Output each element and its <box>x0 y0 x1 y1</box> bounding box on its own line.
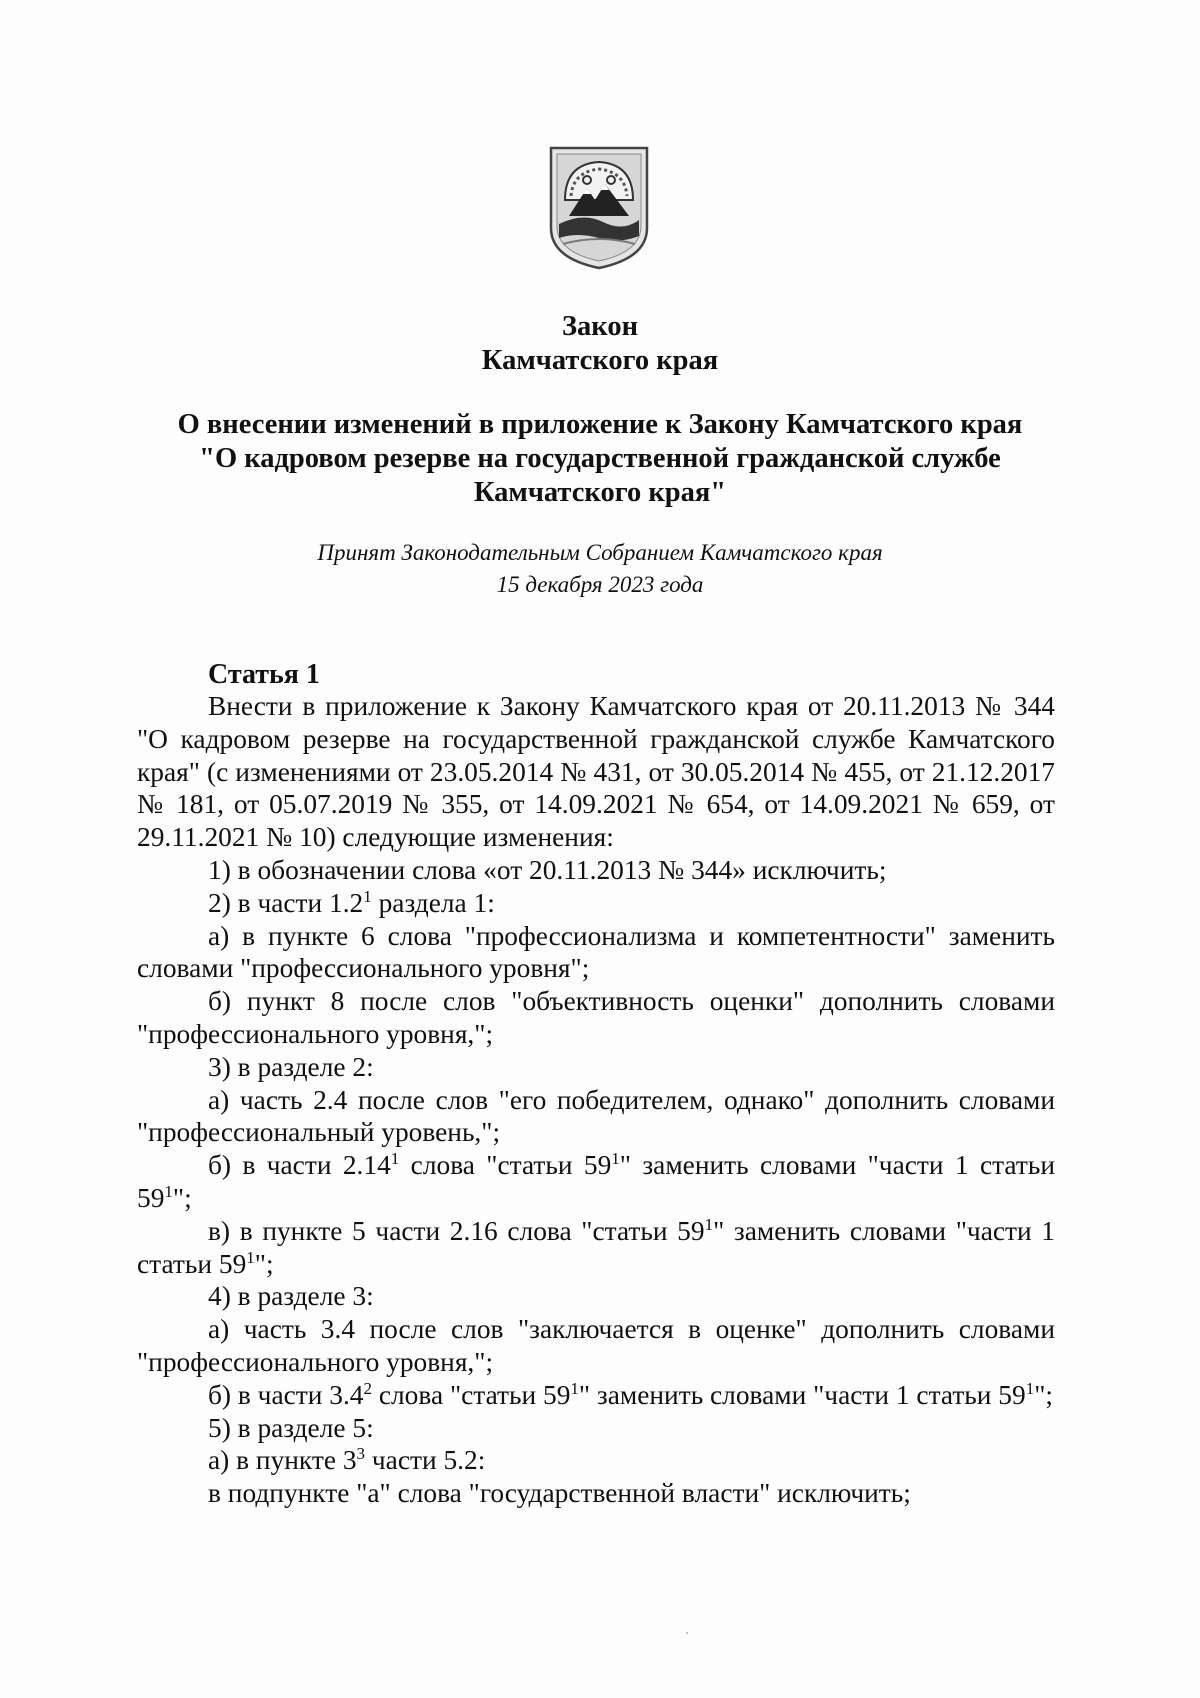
amendment-item-5a-subitem: в подпункте "а" слова "государственной власти" исключить; <box>208 1478 911 1509</box>
law-title <box>0 310 1200 378</box>
adoption-note-line-1: Принят Законодательным Собранием Камчатского края <box>317 540 883 565</box>
kamchatka-coat-of-arms-icon <box>543 140 655 272</box>
amendment-item-1: 1) в обозначении слова «от 20.11.2013 № 344» исключить; <box>208 854 887 885</box>
amendment-item-5: 5) в разделе 5: <box>208 1412 374 1443</box>
amendment-item-2a: а) в пункте 6 слова "профессионализма и компетентности" заменить словами "профессионального уровня"; <box>137 920 1055 984</box>
adoption-note <box>0 537 1200 601</box>
law-subject-line-2: "О кадровом резерве на государственной гражданской службе <box>199 443 1001 474</box>
law-subject-line-1: О внесении изменений в приложение к Закону Камчатского края <box>177 409 1023 440</box>
amendment-item-4: 4) в разделе 3: <box>208 1281 374 1312</box>
law-subject-line-3: Камчатского края" <box>473 477 727 508</box>
amendment-item-3c: в) в пункте 5 части 2.16 слова "статьи $59^1$" заменить словами "части 1 статьи $59^1$"; <box>137 1214 1055 1279</box>
amendment-item-4b: б) в части $3.4^2$ слова "статьи $59^1$" заменить словами "части 1 статьи $59^1$"; <box>208 1378 1053 1410</box>
article-intro: Внести в приложение к Закону Камчатского края от 20.11.2013 № 344 "О кадровом резерве на государственной гражданской службе Камчатского края" (с изменениями от 23.05.2014 № 431, от 30.05.2014 № 455, от 21.12.2017 № 181, от 05.07.2019 № 355, от 14.09.2021 № 654, от 14.09.2021 № 659, от 29.11.2021 № 10) следующие изменения: <box>137 691 1055 853</box>
law-subject <box>0 408 1200 510</box>
amendment-item-2: 2) в части $1.2^1$ раздела 1: <box>208 886 495 918</box>
amendment-item-2b: б) пункт 8 после слов "объективность оценки" дополнить словами "профессионального уровня,"; <box>137 986 1055 1049</box>
amendment-item-4a: а) часть 3.4 после слов "заключается в оценке" дополнить словами "профессионального уровня,"; <box>137 1314 1055 1377</box>
scan-speck <box>686 1632 688 1634</box>
amendment-item-3: 3) в разделе 2: <box>208 1051 374 1082</box>
amendment-item-3b: б) в части 2.14$^1$ слова "статьи $59^1$" заменить словами "части 1 статьи $59^1$"; <box>137 1149 1055 1213</box>
law-title-line-1: Закон <box>561 311 638 342</box>
article-body <box>137 690 1055 1510</box>
article-heading: Статья 1 <box>208 659 320 690</box>
adoption-date: 15 декабря 2023 года <box>496 572 704 597</box>
law-title-line-2: Камчатского края <box>481 345 719 376</box>
amendment-item-3a: а) часть 2.4 после слов "его победителем, однако" дополнить словами "профессиональный уровень,"; <box>137 1084 1055 1148</box>
amendment-item-5a: а) в пункте $3^3$ части 5.2: <box>208 1444 486 1476</box>
